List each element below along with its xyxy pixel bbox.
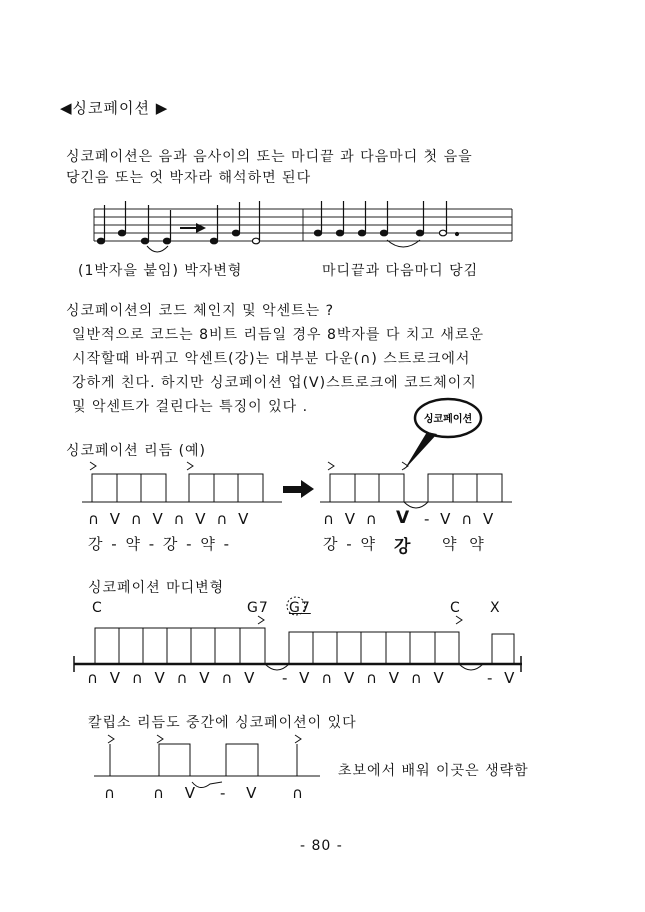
calypso-title: 칼립소 리듬도 중간에 싱코페이션이 있다 [88, 715, 357, 731]
rhythm-right-accents-b: 강 [394, 537, 411, 557]
rhythm-right-strokes-a: ∩ V ∩ [323, 510, 377, 528]
question-title: 싱코페이션의 코드 체인지 및 악센트는 ? [66, 303, 335, 319]
rhythm-left-strokes: ∩ V ∩ V ∩ V ∩ V [88, 510, 249, 528]
staff-caption-left: (1박자을 붙임) 박자변형 [78, 263, 243, 279]
page-number: - 80 - [300, 838, 343, 854]
chord-c-1: C [92, 600, 103, 616]
rhythm-right-accents-a: 강 - 약 [323, 535, 375, 553]
rhythm-example-title: 싱코페이션 리듬 (예) [66, 443, 207, 459]
calypso-strokes-a: ∩ [104, 784, 115, 802]
callout-bubble [404, 399, 481, 470]
staff-notes [97, 201, 458, 244]
rhythm-right-strokes-b: V [396, 508, 410, 528]
rhythm-left-diagram [82, 462, 282, 502]
staff-caption-right: 마디끝과 다음마디 당김 [322, 263, 479, 279]
measure-strokes-b: - V ∩ V ∩ V ∩ V [282, 669, 444, 687]
chord-c-2: C [450, 600, 461, 616]
staff-ties [147, 240, 420, 252]
music-staff [94, 209, 512, 241]
question-line-1: 일반적으로 코드는 8비트 리듬일 경우 8박자를 다 치고 새로운 [72, 327, 484, 343]
calypso-note: 초보에서 배워 이곳은 생략함 [338, 763, 529, 779]
calypso-strokes-b: ∩ V [153, 784, 196, 802]
big-arrow-icon [283, 480, 314, 498]
chord-x: X [490, 600, 501, 616]
callout-label: 싱코페이션 [423, 414, 473, 425]
intro-line-1: 싱코페이션은 음과 음사이의 또는 마디끝 과 다음마디 첫 음을 [66, 149, 473, 165]
intro-line-2: 당긴음 또는 엇 박자라 해석하면 된다 [66, 170, 312, 186]
chord-g7-a: G7 [247, 600, 269, 616]
question-line-4: 및 악센트가 걸린다는 특징이 있다 . [72, 399, 309, 415]
measure-strokes-c: - V [487, 669, 515, 687]
rhythm-left-accents: 강 - 약 - 강 - 약 - [88, 535, 229, 553]
measure-variation-title: 싱코페이션 마디변형 [88, 580, 225, 596]
measure-strokes-a: ∩ V ∩ V ∩ V ∩ V [87, 669, 255, 687]
question-line-3: 강하게 친다. 하지만 싱코페이션 업(V)스트로크에 코드체이지 [72, 375, 477, 391]
calypso-diagram [94, 735, 320, 788]
rhythm-right-strokes-c: - V ∩ V [424, 510, 494, 528]
measure-diagram [74, 597, 522, 672]
rhythm-right-diagram [320, 462, 512, 508]
calypso-strokes-c: - V [220, 784, 257, 802]
chord-g7-b: G7 [289, 600, 311, 616]
rhythm-right-accents-c: 약 약 [442, 535, 484, 553]
section-title: ◀싱코페이션 ▶ [60, 99, 169, 117]
calypso-strokes-d: ∩ [292, 784, 303, 802]
question-line-2: 시작할때 바뀌고 악센트(강)는 대부분 다운(∩) 스트로크에서 [72, 351, 471, 367]
